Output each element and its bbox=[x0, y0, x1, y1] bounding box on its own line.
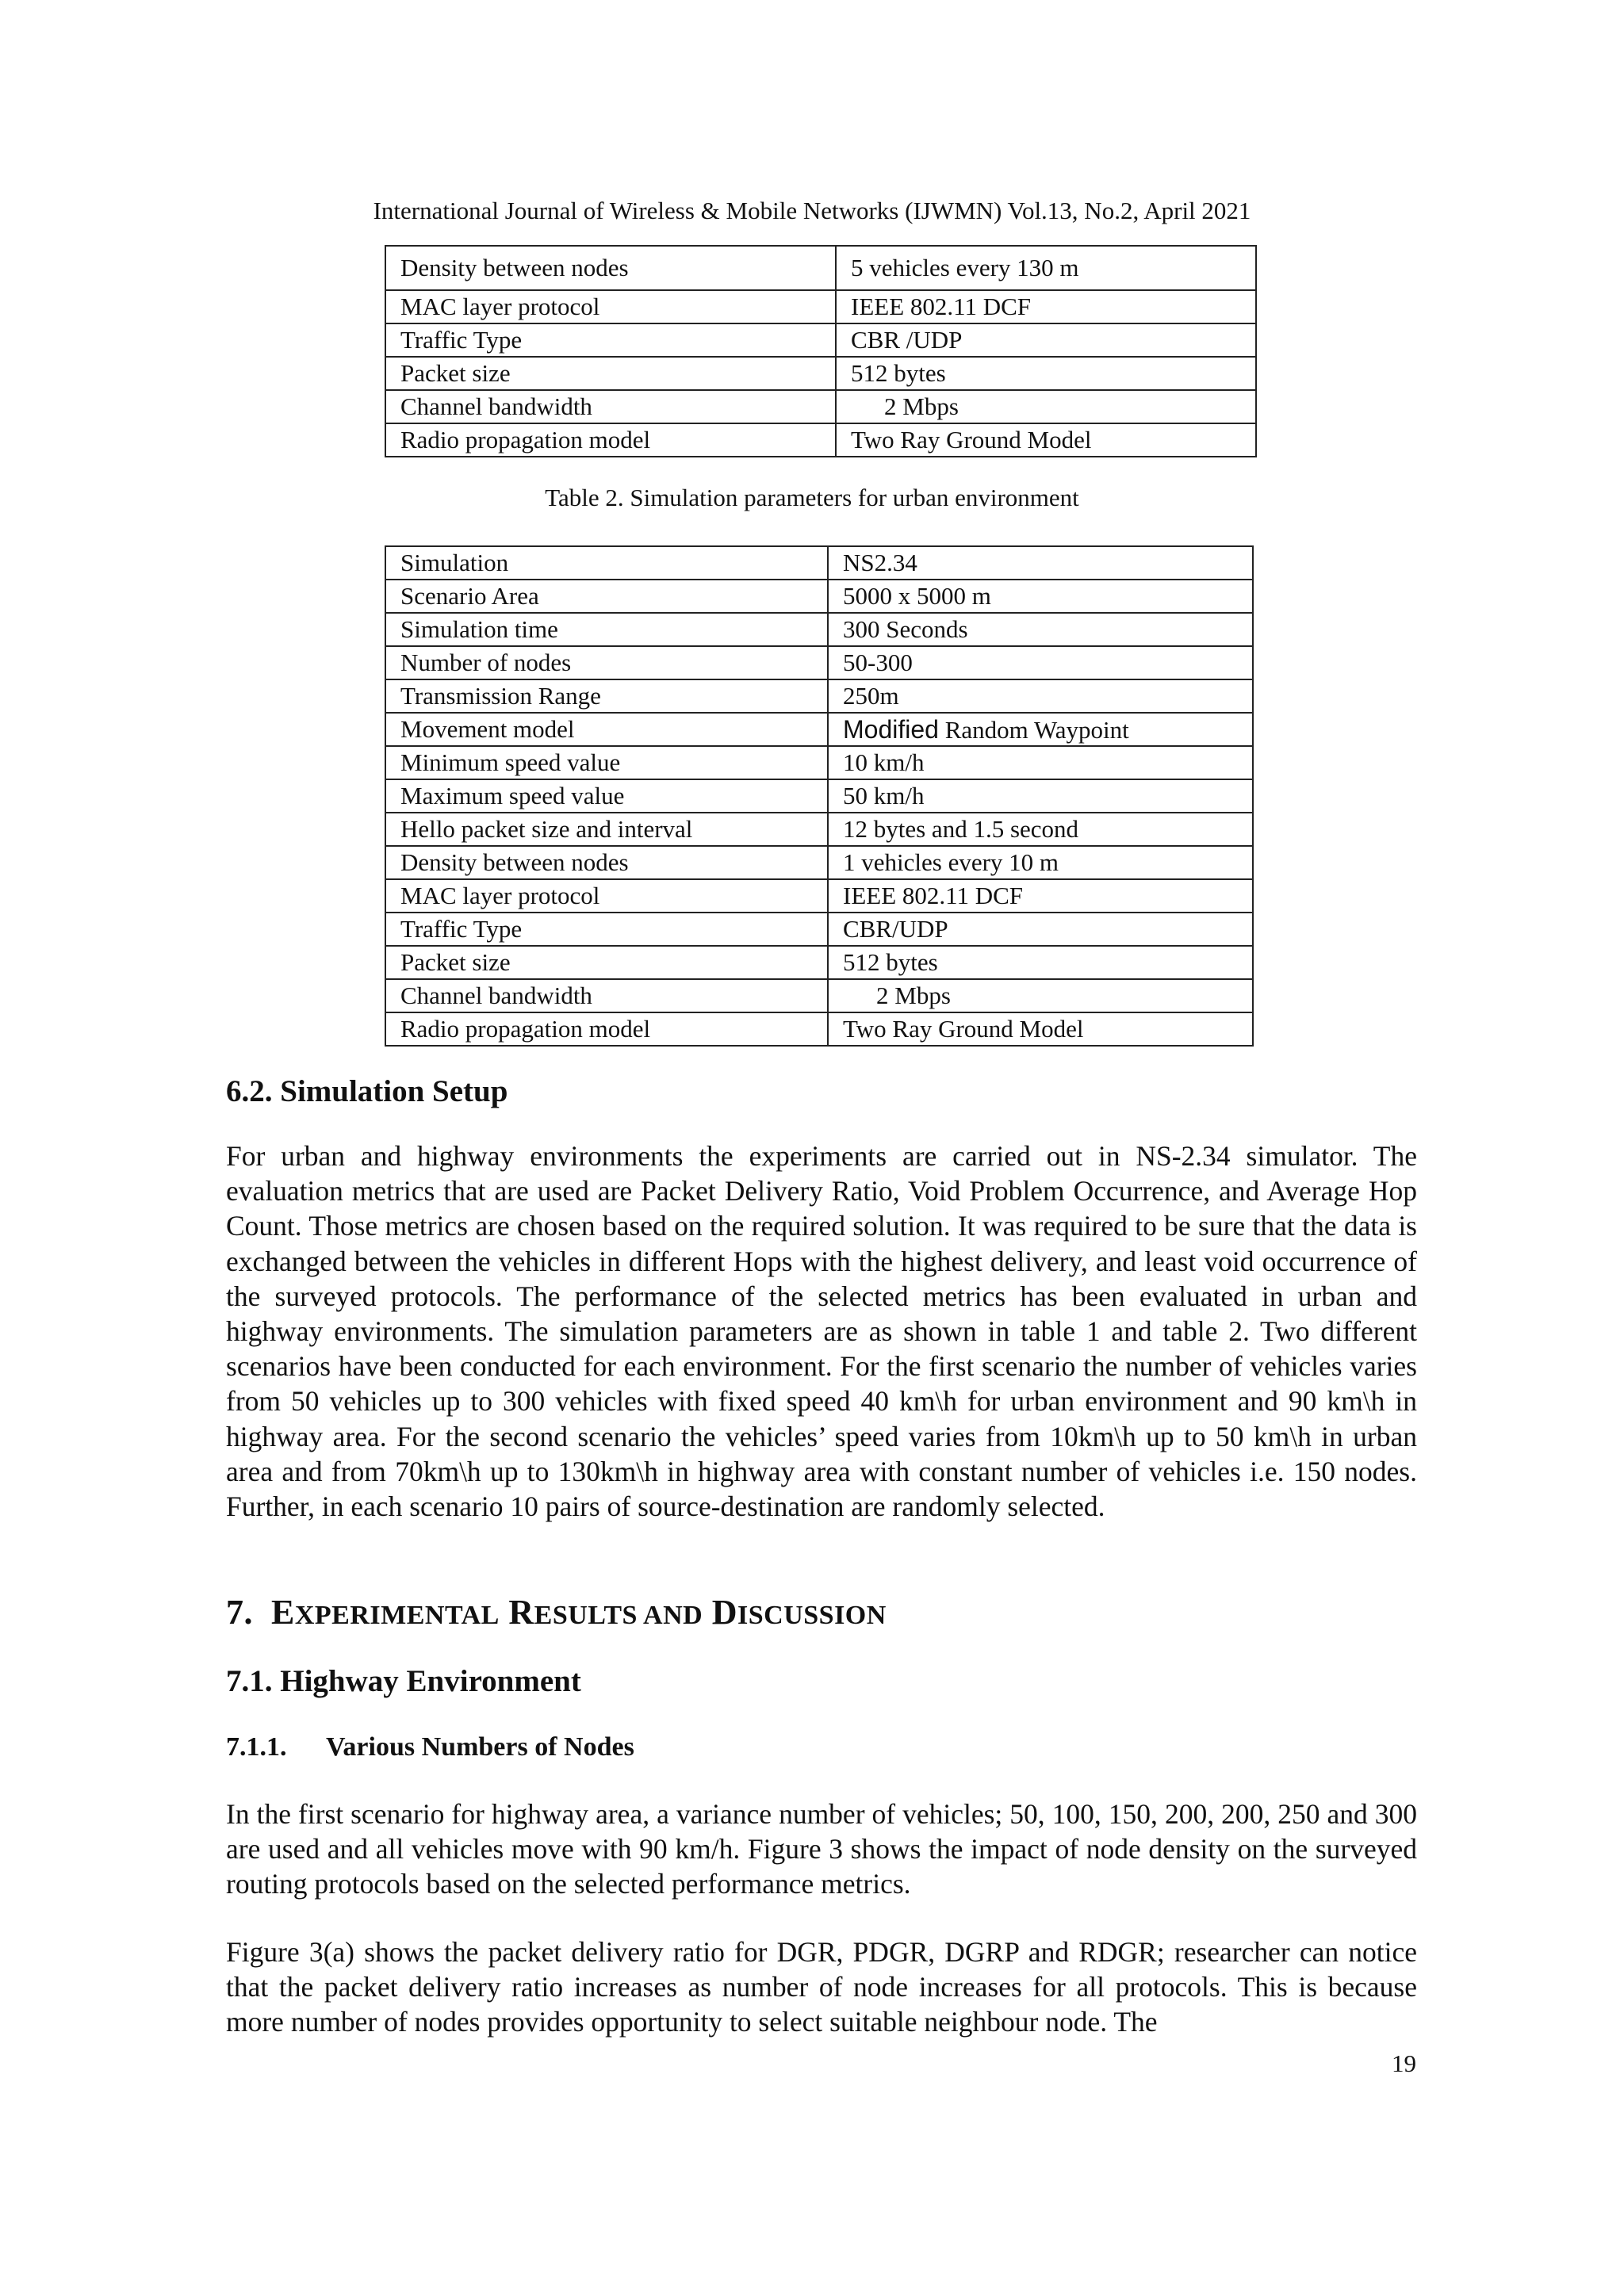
section-7-1-heading: 7.1. Highway Environment bbox=[226, 1664, 581, 1698]
table-row bbox=[385, 679, 1253, 713]
param-name: Scenario Area bbox=[385, 580, 828, 613]
param-name: MAC layer protocol bbox=[385, 879, 828, 913]
param-value: 512 bytes bbox=[836, 357, 1256, 390]
param-value: NS2.34 bbox=[828, 546, 1253, 580]
param-name: Number of nodes bbox=[385, 646, 828, 679]
param-value: 5000 x 5000 m bbox=[828, 580, 1253, 613]
param-name: Channel bandwidth bbox=[385, 979, 828, 1012]
param-value: IEEE 802.11 DCF bbox=[828, 879, 1253, 913]
param-value: 5 vehicles every 130 m bbox=[836, 246, 1256, 290]
section-7-1-1-paragraph-1: In the first scenario for highway area, a variance number of vehicles; 50, 100, 150, 200, 200, 250 and 300 are used and all vehicles move with 90 km/h. Figure 3 shows the impact of node density on the surveyed routing protocols based on the selected performance metrics. bbox=[226, 1798, 1417, 1900]
table-row bbox=[385, 1012, 1253, 1046]
section-7-1-1-paragraph-2: Figure 3(a) shows the packet delivery ratio for DGR, PDGR, DGRP and RDGR; researcher can notice that the packet delivery ratio increases as number of node increases for all protocols. This is because more number of nodes provides opportunity to select suitable neighbour node. The bbox=[226, 1936, 1417, 2038]
param-name: Maximum speed value bbox=[385, 779, 828, 813]
cap-letter: R bbox=[508, 1593, 534, 1632]
param-name: Minimum speed value bbox=[385, 746, 828, 779]
param-name: Radio propagation model bbox=[385, 423, 836, 457]
movement-model-modified: Modified bbox=[843, 714, 939, 744]
param-value: CBR /UDP bbox=[836, 323, 1256, 357]
param-value bbox=[828, 713, 1253, 746]
table-row bbox=[385, 246, 1256, 290]
table-row bbox=[385, 813, 1253, 846]
param-value: 2 Mbps bbox=[828, 979, 1253, 1012]
param-name: Movement model bbox=[385, 713, 828, 746]
param-name: Transmission Range bbox=[385, 679, 828, 713]
param-value: 250m bbox=[828, 679, 1253, 713]
table-row bbox=[385, 323, 1256, 357]
param-name: Packet size bbox=[385, 946, 828, 979]
param-value: 50-300 bbox=[828, 646, 1253, 679]
param-name: Packet size bbox=[385, 357, 836, 390]
param-name: Traffic Type bbox=[385, 323, 836, 357]
param-name: Channel bandwidth bbox=[385, 390, 836, 423]
small-caps-part: XPERIMENTAL bbox=[294, 1601, 500, 1630]
param-value: 1 vehicles every 10 m bbox=[828, 846, 1253, 879]
param-value: 12 bytes and 1.5 second bbox=[828, 813, 1253, 846]
section-6-2-heading: 6.2. Simulation Setup bbox=[226, 1074, 508, 1108]
table2-caption: Table 2. Simulation parameters for urban environment bbox=[545, 484, 1079, 511]
table-row bbox=[385, 646, 1253, 679]
table-row bbox=[385, 357, 1256, 390]
cap-letter: E bbox=[271, 1593, 295, 1632]
param-value: 300 Seconds bbox=[828, 613, 1253, 646]
table-row bbox=[385, 613, 1253, 646]
param-value: 10 km/h bbox=[828, 746, 1253, 779]
param-name: Density between nodes bbox=[385, 246, 836, 290]
cap-letter: D bbox=[711, 1593, 737, 1632]
table-row bbox=[385, 846, 1253, 879]
section-number: 7.1.1. bbox=[226, 1732, 287, 1762]
section-6-2-paragraph: For urban and highway environments the experiments are carried out in NS-2.34 simulator. The evaluation metrics that are used are Packet Delivery Ratio, Void Problem Occurrence, and Average Hop Count. Those metrics are chosen based on the required solution. It was required to be sure that the data is exchanged between the vehicles in different Hops with the highest delivery, and least void occurrence of the surveyed protocols. The performance of the selected metrics has been evaluated in urban and highway environments. The simulation parameters are as shown in table 1 and table 2. Two different scenarios have been conducted for each environment. For the first scenario the number of vehicles varies from 50 vehicles up to 300 vehicles with fixed speed 40 km\h for urban environment and 90 km\h in highway area. For the second scenario the vehicles’ speed varies from 10km\h up to 50 km\h in urban area and from 70km\h up to 130km\h in highway area with constant number of vehicles i.e. 150 nodes. Further, in each scenario 10 pairs of source-destination are randomly selected. bbox=[226, 1140, 1417, 1523]
page-number: 19 bbox=[1392, 2049, 1416, 2077]
small-caps-part: ISCUSSION bbox=[737, 1601, 887, 1630]
table-row bbox=[385, 746, 1253, 779]
table-row bbox=[385, 580, 1253, 613]
param-name: Simulation time bbox=[385, 613, 828, 646]
param-value: IEEE 802.11 DCF bbox=[836, 290, 1256, 323]
table-row bbox=[385, 390, 1256, 423]
param-name: Radio propagation model bbox=[385, 1012, 828, 1046]
param-value: 512 bytes bbox=[828, 946, 1253, 979]
table-row bbox=[385, 779, 1253, 813]
param-value: Two Ray Ground Model bbox=[836, 423, 1256, 457]
table-row bbox=[385, 423, 1256, 457]
table-row bbox=[385, 979, 1253, 1012]
param-value: Two Ray Ground Model bbox=[828, 1012, 1253, 1046]
movement-model-rest: Random Waypoint bbox=[938, 715, 1129, 744]
table-row bbox=[385, 913, 1253, 946]
param-name: MAC layer protocol bbox=[385, 290, 836, 323]
param-name: Density between nodes bbox=[385, 846, 828, 879]
section-7-heading bbox=[226, 1592, 887, 1632]
table-row bbox=[385, 546, 1253, 580]
table2 bbox=[385, 545, 1254, 1047]
section-title: Various Numbers of Nodes bbox=[326, 1732, 634, 1762]
param-name: Simulation bbox=[385, 546, 828, 580]
running-header: International Journal of Wireless & Mobile Networks (IJWMN) Vol.13, No.2, April 2021 bbox=[373, 197, 1251, 224]
table-row bbox=[385, 290, 1256, 323]
table-row bbox=[385, 946, 1253, 979]
section-7-1-1-heading bbox=[226, 1732, 634, 1762]
param-value: CBR/UDP bbox=[828, 913, 1253, 946]
param-value: 50 km/h bbox=[828, 779, 1253, 813]
section-number: 7. bbox=[226, 1593, 253, 1632]
table-row bbox=[385, 713, 1253, 746]
param-value: 2 Mbps bbox=[836, 390, 1256, 423]
small-caps-part: ESULTS AND bbox=[534, 1601, 703, 1630]
table-row bbox=[385, 879, 1253, 913]
param-name: Traffic Type bbox=[385, 913, 828, 946]
table1-continued bbox=[385, 245, 1257, 457]
param-name: Hello packet size and interval bbox=[385, 813, 828, 846]
